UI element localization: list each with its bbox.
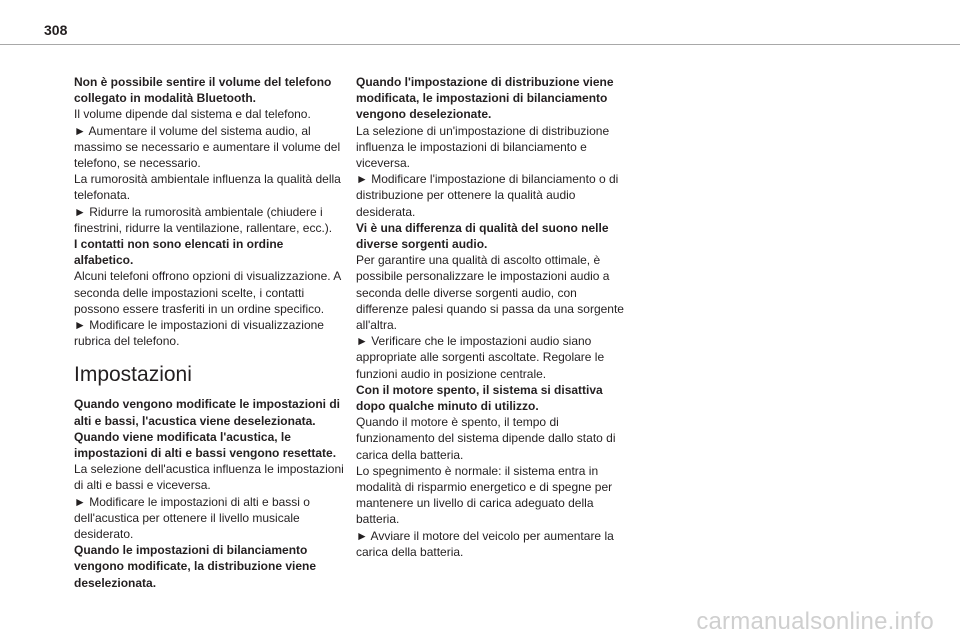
body-paragraph: Per garantire una qualità di ascolto ottimale, è possibile personalizzare le impostazioni audio a seconda delle diverse sorgenti audio, con differenze palesi quando si passa da una sorgente all'altra. [356, 253, 624, 333]
question-heading: Vi è una differenza di qualità del suono nelle diverse sorgenti audio. [356, 220, 609, 252]
body-paragraph: Lo spegnimento è normale: il sistema entra in modalità di risparmio energetico e di spegne per mantenere un livello di carica adeguato della batteria. [356, 463, 613, 527]
question-heading: Quando le impostazioni di bilanciamento vengono modificate, la distribuzione viene deselezionata. [74, 543, 317, 590]
question-heading: Quando vengono modificate le impostazioni di alti e bassi, l'acustica viene deselezionata. [74, 397, 341, 428]
question-heading: Con il motore spento, il sistema si disattiva dopo qualche minuto di utilizzo. [356, 382, 603, 414]
body-paragraph: La rumorosità ambientale influenza la qualità della telefonata. [74, 172, 341, 203]
body-paragraph: ► Verificare che le impostazioni audio siano appropriate alle sorgenti ascoltate. Regolare le funzioni audio in posizione centrale. [356, 334, 605, 381]
question-heading: Non è possibile sentire il volume del telefono collegato in modalità Bluetooth. [74, 75, 332, 106]
page-number: 308 [44, 22, 68, 38]
body-paragraph: Quando il motore è spento, il tempo di funzionamento del sistema dipende dallo stato di carica della batteria. [356, 415, 616, 462]
body-paragraph: ► Modificare le impostazioni di alti e bassi o dell'acustica per ottenere il livello musicale desiderato. [74, 494, 310, 542]
body-paragraph: Alcuni telefoni offrono opzioni di visualizzazione. A seconda delle impostazioni scelte, i contatti possono essere trasferiti in un ordine specifico. [74, 269, 341, 316]
right-column [356, 74, 628, 560]
question-heading: Quando viene modificata l'acustica, le impostazioni di alti e bassi vengono resettate. [74, 429, 337, 461]
body-paragraph: ► Aumentare il volume del sistema audio, al massimo se necessario e aumentare il volume del telefono, se necessario. [74, 123, 341, 171]
body-paragraph: ► Modificare l'impostazione di bilanciamento o di distribuzione per ottenere la qualità audio desiderata. [356, 172, 619, 219]
body-paragraph: ► Avviare il motore del veicolo per aumentare la carica della batteria. [356, 528, 614, 559]
section-heading: Impostazioni [74, 363, 192, 387]
body-paragraph: Il volume dipende dal sistema e dal telefono. [74, 107, 311, 122]
left-column [74, 74, 346, 591]
body-paragraph: La selezione di un'impostazione di distribuzione influenza le impostazioni di bilanciamento e viceversa. [356, 123, 610, 171]
watermark-logo: carmanualsonline.info [696, 608, 934, 635]
question-heading: Quando l'impostazione di distribuzione viene modificata, le impostazioni di bilanciamento vengono deselezionate. [356, 75, 614, 122]
header-divider [0, 44, 960, 45]
body-paragraph: ► Ridurre la rumorosità ambientale (chiudere i finestrini, ridurre la ventilazione, rallentare, ecc.). [74, 204, 333, 235]
question-heading: I contatti non sono elencati in ordine alfabetico. [74, 237, 284, 268]
body-paragraph: La selezione dell'acustica influenza le impostazioni di alti e bassi e viceversa. [74, 462, 344, 493]
body-paragraph: ► Modificare le impostazioni di visualizzazione rubrica del telefono. [74, 318, 324, 349]
